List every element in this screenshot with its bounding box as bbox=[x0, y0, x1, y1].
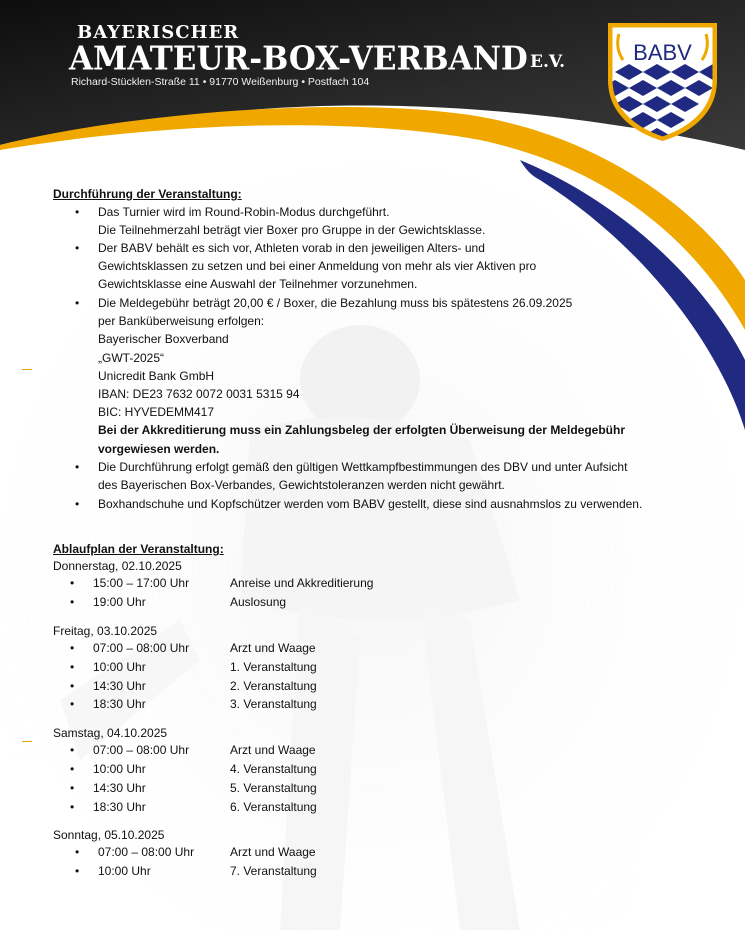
schedule-row: • 14:30 Uhr 2. Veranstaltung bbox=[0, 677, 745, 695]
schedule-row: • 15:00 – 17:00 Uhr Anreise und Akkreditierung bbox=[0, 574, 745, 592]
bullet-icon: • bbox=[75, 296, 80, 310]
section-heading-durchfuehrung: Durchführung der Veranstaltung: bbox=[53, 187, 242, 201]
day-label: Donnerstag, 02.10.2025 bbox=[53, 559, 182, 573]
org-name-line1: BAYERISCHER bbox=[77, 22, 240, 43]
schedule-row: • 10:00 Uhr 1. Veranstaltung bbox=[0, 658, 745, 676]
schedule-row: • 10:00 Uhr 7. Veranstaltung bbox=[0, 862, 745, 880]
bullet-icon: • bbox=[75, 460, 80, 474]
schedule-row: • 07:00 – 08:00 Uhr Arzt und Waage bbox=[0, 639, 745, 657]
bullet-icon: • bbox=[75, 864, 80, 878]
list-item: Das Turnier wird im Round-Robin-Modus durchgeführt. Die Teilnehmerzahl beträgt vier Boxer pro Gruppe in der Gewichtsklasse. bbox=[98, 205, 486, 238]
bullet-icon: • bbox=[70, 762, 75, 776]
bullet-icon: • bbox=[75, 497, 80, 511]
bullet-icon: • bbox=[75, 241, 80, 255]
day-label: Sonntag, 05.10.2025 bbox=[53, 828, 165, 842]
bullet-icon: • bbox=[70, 800, 75, 814]
bullet-icon: • bbox=[70, 641, 75, 655]
bullet-icon: • bbox=[70, 576, 75, 590]
day-label: Freitag, 03.10.2025 bbox=[53, 624, 158, 638]
bullet-icon: • bbox=[70, 697, 75, 711]
bullet-icon: • bbox=[70, 679, 75, 693]
org-name-line2: AMATEUR-BOX-VERBAND bbox=[69, 40, 528, 78]
bullet-icon: • bbox=[75, 845, 80, 859]
crest-text: BABV bbox=[633, 40, 692, 65]
schedule-row: • 10:00 Uhr 4. Veranstaltung bbox=[0, 760, 745, 778]
section-heading-ablaufplan: Ablaufplan der Veranstaltung: bbox=[53, 542, 224, 556]
schedule-row: • 19:00 Uhr Auslosung bbox=[0, 593, 745, 611]
schedule-row: • 07:00 – 08:00 Uhr Arzt und Waage bbox=[0, 843, 745, 861]
schedule-row: • 18:30 Uhr 3. Veranstaltung bbox=[0, 695, 745, 713]
list-item-payment: Die Meldegebühr beträgt 20,00 € / Boxer, die Bezahlung muss bis spätestens 26.09.2025 per Banküberweisung erfolgen: Bayerischer Boxverband „GWT-2025“ Unicredit Bank GmbH IBAN: DE23 7632 0072 0031 5315 94 BIC: HYVEDEMM417 Bei der Akkreditierung muss ein Zahlungsbeleg der erfolgten Überweisung der Meldegebühr vorgewiesen werden. bbox=[98, 296, 625, 456]
list-item: Die Durchführung erfolgt gemäß den gültigen Wettkampfbestimmungen des DBV und unter Aufsicht des Bayerischen Box-Verbandes, Gewichtstoleranzen werden nicht gewährt. bbox=[98, 460, 628, 493]
schedule-row: • 14:30 Uhr 5. Veranstaltung bbox=[0, 779, 745, 797]
list-item: Boxhandschuhe und Kopfschützer werden vom BABV gestellt, diese sind ausnahmslos zu verwenden. bbox=[98, 497, 643, 511]
org-address: Richard-Stücklen-Straße 11 • 91770 Weißenburg • Postfach 104 bbox=[71, 76, 370, 88]
bullet-icon: • bbox=[70, 660, 75, 674]
bullet-icon: • bbox=[75, 205, 80, 219]
bullet-icon: • bbox=[70, 781, 75, 795]
list-item: Der BABV behält es sich vor, Athleten vorab in den jeweiligen Alters- und Gewichtsklassen zu setzen und bei einer Anmeldung von mehr als vier Aktiven pro Gewichtsklasse eine Auswahl der Teilnehmer vorzunehmen. bbox=[98, 241, 537, 292]
bullet-icon: • bbox=[70, 743, 75, 757]
org-suffix: E.V. bbox=[530, 52, 566, 72]
schedule-row: • 07:00 – 08:00 Uhr Arzt und Waage bbox=[0, 741, 745, 759]
margin-mark bbox=[22, 369, 32, 370]
bullet-icon: • bbox=[70, 595, 75, 609]
day-label: Samstag, 04.10.2025 bbox=[53, 726, 168, 740]
schedule-row: • 18:30 Uhr 6. Veranstaltung bbox=[0, 798, 745, 816]
